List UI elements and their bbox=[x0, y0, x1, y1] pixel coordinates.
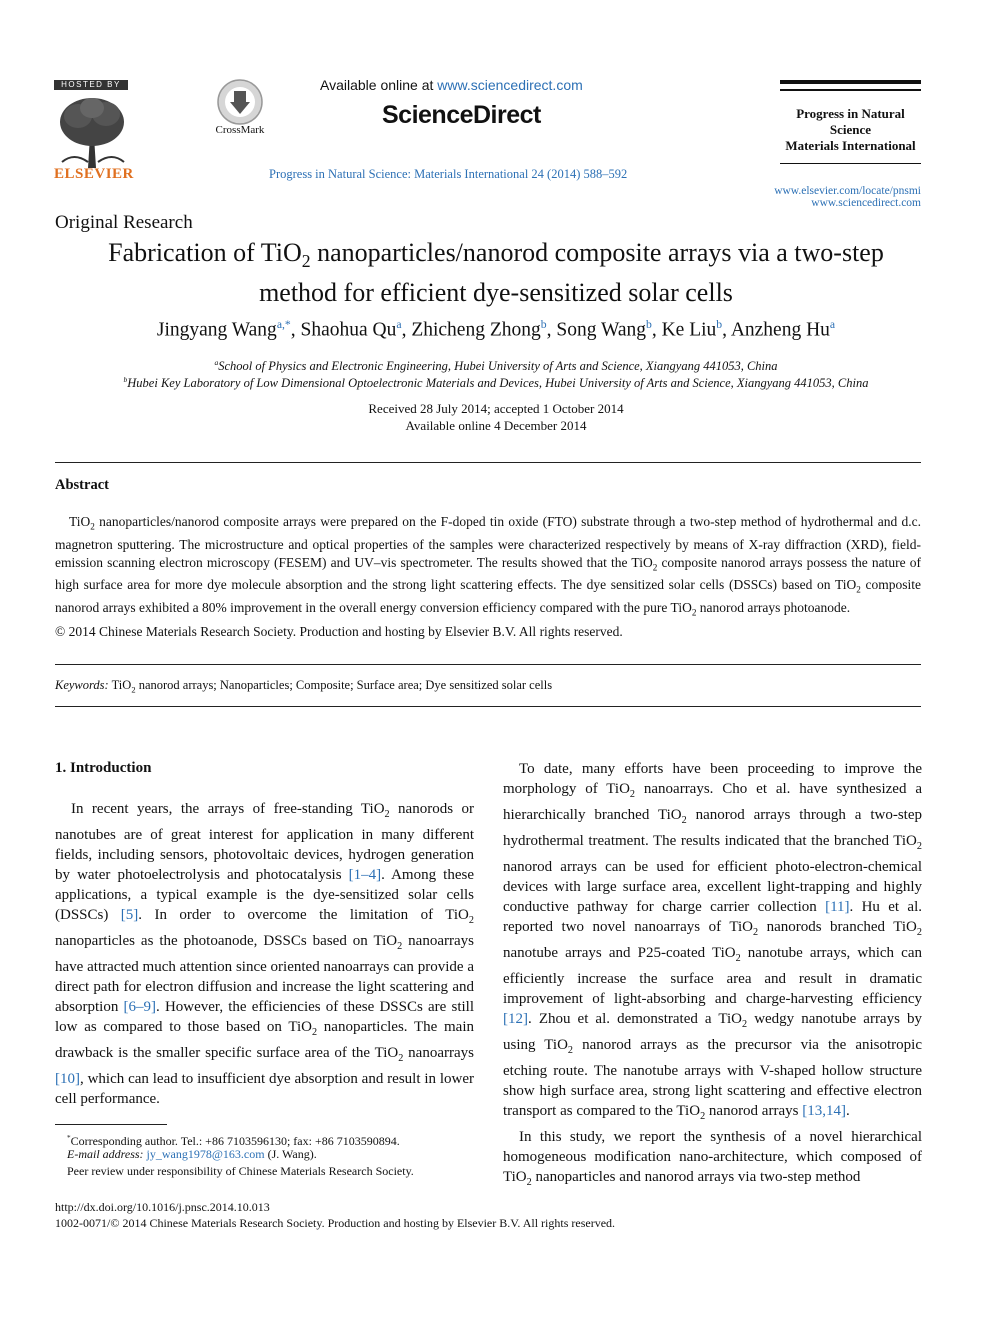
journal-citation[interactable]: Progress in Natural Science: Materials International 24 (2014) 588–592 bbox=[269, 167, 628, 181]
email-note: E-mail address: jy_wang1978@163.com (J. Wang). bbox=[67, 1147, 317, 1161]
author-name[interactable]: Song Wang bbox=[556, 319, 646, 341]
peer-review-note: Peer review under responsibility of Chinese Materials Research Society. bbox=[67, 1164, 414, 1178]
author-affiliation-mark[interactable]: b bbox=[716, 318, 723, 331]
author-affiliation-mark[interactable]: a bbox=[396, 318, 402, 331]
elsevier-tree-logo bbox=[54, 92, 130, 168]
citation-link[interactable]: [12] bbox=[503, 1011, 528, 1027]
author-name[interactable]: Jingyang Wang bbox=[156, 319, 277, 341]
keywords-bottom-rule bbox=[55, 706, 921, 707]
abstract-top-rule bbox=[55, 462, 921, 463]
abstract-heading: Abstract bbox=[55, 477, 109, 493]
citation-link[interactable]: [5] bbox=[120, 907, 139, 923]
author-name[interactable]: Zhicheng Zhong bbox=[411, 319, 541, 341]
crossmark-label: CrossMark bbox=[215, 124, 265, 136]
paragraph: To date, many efforts have been proceeding to improve the morphology of TiO$_2$ nanoarrays. Cho et al. have synthesized a hierarchically branched TiO$_2$ nanorod arrays through a two-step hydrothermal treatment. The results indicated that the branched TiO$_2$ nanorod arrays can be used for efficient photo-electron-chemical devices with large surface area, excellent light-trapping and highly conductive pathway for charge carrier collection [11]. Hu et al. reported two novel nanoarrays of TiO$_2$ nanorods branched TiO$_2$ nanotube arrays and P25-coated TiO$_2$ nanotube arrays, which can efficiently increase the surface area and result in dramatic improvement of light-absorbing and charge-harvesting efficiency [12]. Zhou et al. demonstrated a TiO$_2$ wedgy nanotube arrays by using TiO$_2$ nanorod arrays as the precursor via the anisotropic etching route. The nanotube arrays with V-shaped hollow structure show high surface area, strong light scattering and effective electron transport as compared to the TiO$_2$ nanorod arrays [13,14]. bbox=[503, 761, 922, 1122]
body-column-left bbox=[55, 799, 474, 1109]
citation-link[interactable]: [6–9] bbox=[123, 999, 157, 1015]
section-heading-introduction: 1. Introduction bbox=[55, 760, 152, 776]
crossmark-icon[interactable] bbox=[216, 78, 264, 126]
article-title: Fabrication of TiO$_2$ nanoparticles/nanorod composite arrays via a two-step method for efficient dye-sensitized solar cells bbox=[108, 238, 884, 308]
journal-name-line: Science bbox=[829, 122, 872, 137]
article-type: Original Research bbox=[55, 212, 193, 233]
body-column-right bbox=[503, 759, 922, 1193]
available-online-banner: Available online at www.sciencedirect.com bbox=[320, 77, 583, 93]
citation-link[interactable]: [11] bbox=[825, 899, 850, 915]
journal-rule bbox=[780, 163, 921, 164]
journal-name bbox=[780, 106, 921, 154]
citation-link[interactable]: [10] bbox=[55, 1071, 80, 1087]
journal-name-line: Materials International bbox=[785, 138, 916, 153]
author-list: Jingyang Wang$^{a,*}$, Shaohua Qu$^a$, Zhicheng Zhong$^b$, Song Wang$^b$, Ke Liu$^b$, Anzheng Hu$^a$ bbox=[156, 318, 836, 341]
author-affiliation-mark[interactable]: b bbox=[645, 318, 652, 331]
doi-link[interactable]: http://dx.doi.org/10.1016/j.pnsc.2014.10.013 bbox=[55, 1200, 270, 1214]
author-name[interactable]: Ke Liu bbox=[661, 319, 717, 341]
journal-homepage-link[interactable]: www.elsevier.com/locate/pnsmi bbox=[774, 185, 921, 197]
hosted-by-label: HOSTED BY bbox=[54, 80, 128, 90]
abstract-text: TiO$_2$ nanoparticles/nanorod composite arrays were prepared on the F-doped tin oxide (FTO) substrate through a two-step method of hydrothermal and d.c. magnetron sputtering. The microstructure and optical properties of the samples were characterized respectively by means of X-ray diffraction (XRD), field-emission scanning electron microscopy (FESEM) and UV–vis spectrometer. The results showed that the TiO$_2$ composite nanorod arrays possess the nature of high surface area for more dye molecule absorption and the strong light scattering effects. The dye sensitized solar cells (DSSCs) based on TiO$_2$ composite nanorod arrays exhibited a 80% improvement in the overall energy conversion efficiency compared with the pure TiO$_2$ nanorod arrays photoanode. bbox=[55, 514, 922, 618]
sciencedirect-homepage-link[interactable]: www.sciencedirect.com bbox=[811, 197, 921, 209]
abstract-copyright: © 2014 Chinese Materials Research Society. Production and hosting by Elsevier B.V. All rights reserved. bbox=[55, 624, 623, 639]
footnote-rule bbox=[55, 1124, 167, 1125]
paragraph: In recent years, the arrays of free-standing TiO$_2$ nanorods or nanotubes are of great interest for application in many different fields, including sensors, photovoltaic devices, hydrogen generation by water photoelectrolysis and photocatalysis [1–4]. Among these applications, a typical example is the dye-sensitized solar cells (DSSCs) [5]. In order to overcome the limitation of TiO$_2$ nanoparticles as the photoanode, DSSCs based on TiO$_2$ nanoarrays have attracted much attention since oriented nanoarrays can provide a direct path for electron diffusion and increase the light scattering and absorption [6–9]. However, the efficiencies of these DSSCs are still low as compared to those based on TiO$_2$ nanoparticles. The main drawback is the smaller specific surface area of the TiO$_2$ nanoarrays [10], which can lead to insufficient dye absorption and result in lower cell performance. bbox=[55, 801, 475, 1107]
author-name[interactable]: Anzheng Hu bbox=[730, 319, 830, 341]
paragraph: In this study, we report the synthesis of a novel hierarchical homogeneous modification nano-architecture, which composed of TiO$_2$ nanoparticles and nanorod arrays via two-step method bbox=[503, 1129, 922, 1188]
elsevier-wordmark: ELSEVIER bbox=[54, 166, 134, 182]
affiliation-a: $^a$School of Physics and Electronic Engineering, Hubei University of Arts and Science, Xiangyang 441053, China bbox=[214, 358, 778, 374]
author-affiliation-mark[interactable]: a bbox=[829, 318, 836, 331]
keywords-top-rule bbox=[55, 664, 921, 665]
header-rule-thin bbox=[780, 89, 921, 91]
journal-name-line: Progress in Natural bbox=[796, 106, 905, 121]
available-online-date: Available online 4 December 2014 bbox=[405, 418, 587, 433]
citation-link[interactable]: [13,14] bbox=[802, 1103, 846, 1119]
affiliation-b: $^b$Hubei Key Laboratory of Low Dimensional Optoelectronic Materials and Devices, Hubei University of Arts and Science, Xiangyang 441053, China bbox=[123, 375, 869, 391]
email-link[interactable]: jy_wang1978@163.com bbox=[146, 1147, 265, 1161]
header-rule-thick bbox=[780, 80, 921, 84]
keywords: Keywords: TiO$_2$ nanorod arrays; Nanoparticles; Composite; Surface area; Dye sensitized solar cells bbox=[55, 678, 553, 695]
author-affiliation-mark[interactable]: b bbox=[540, 318, 547, 331]
corresponding-author-note: *Corresponding author. Tel.: +86 7103596130; fax: +86 7103590894. bbox=[67, 1134, 400, 1148]
author-name[interactable]: Shaohua Qu bbox=[300, 319, 397, 341]
received-dates: Received 28 July 2014; accepted 1 October 2014 bbox=[368, 401, 624, 416]
issn-copyright: 1002-0071/© 2014 Chinese Materials Research Society. Production and hosting by Elsevier B.V. All rights reserved. bbox=[55, 1216, 616, 1230]
author-affiliation-mark[interactable]: a,* bbox=[276, 318, 291, 331]
keywords-label: Keywords: bbox=[55, 678, 109, 692]
sciencedirect-link[interactable]: www.sciencedirect.com bbox=[437, 77, 583, 93]
sciencedirect-logo: ScienceDirect bbox=[382, 101, 541, 129]
citation-link[interactable]: [1–4] bbox=[348, 867, 382, 883]
